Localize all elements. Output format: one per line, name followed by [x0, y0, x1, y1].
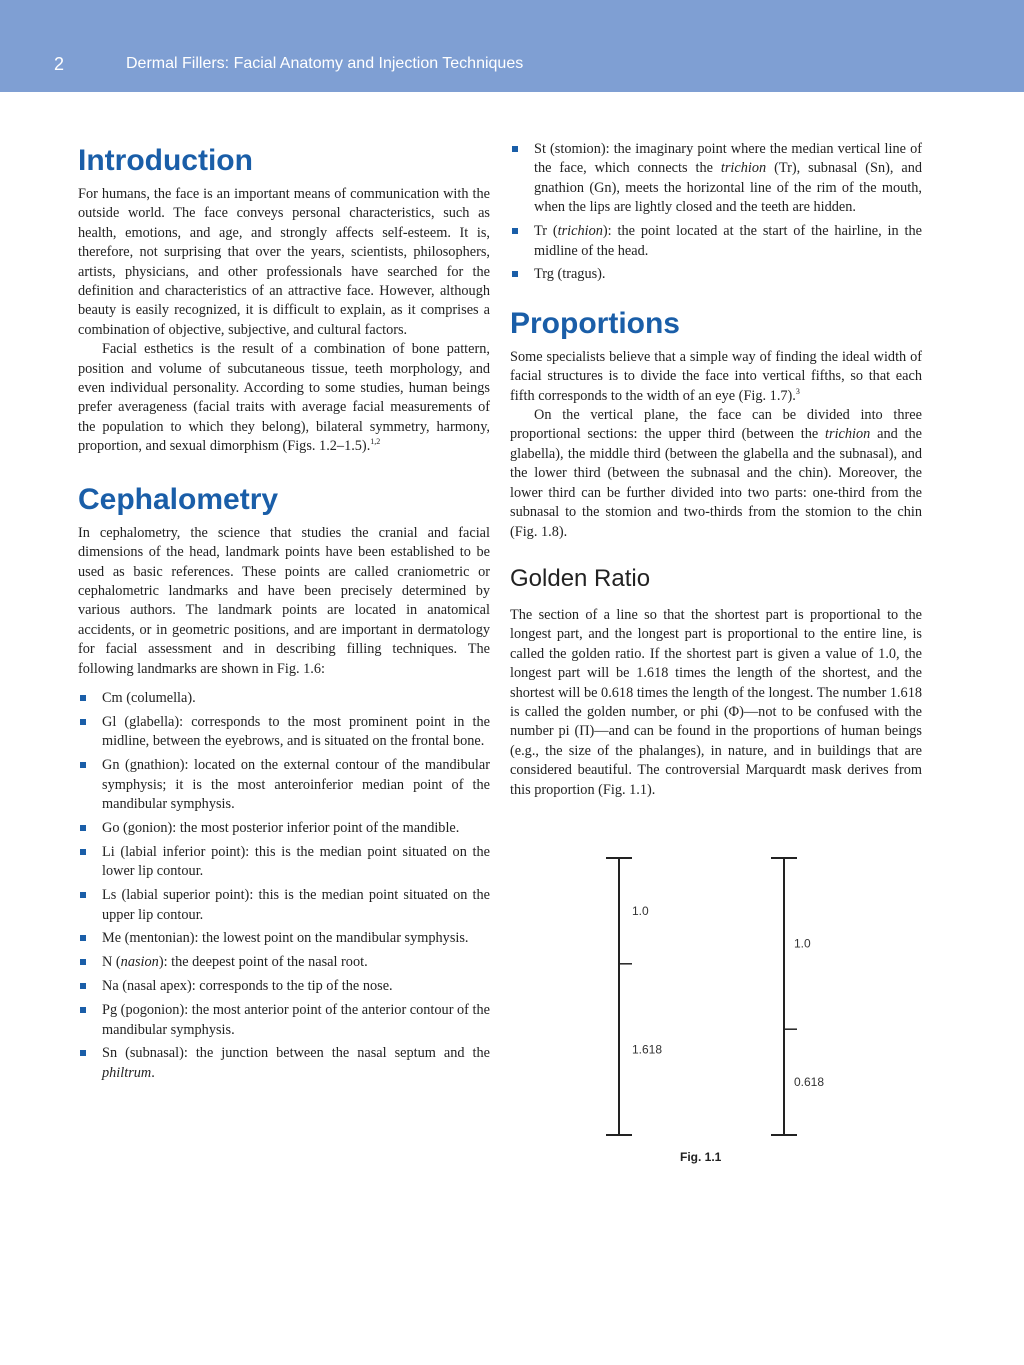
lower-segment-label: 0.618 — [794, 1075, 825, 1090]
landmark-item: Gl (glabella): corresponds to the most prominent point in the midline, between the eyebrows, and is situated on the frontal bone. — [78, 713, 490, 752]
bullet-square-icon — [80, 825, 86, 831]
upper-segment-label: 1.0 — [632, 903, 649, 918]
landmark-list-continued — [510, 140, 922, 285]
figure-caption: Fig. 1.1 — [680, 1150, 722, 1164]
landmark-item: Na (nasal apex): corresponds to the tip of the nose. — [78, 977, 490, 996]
bullet-square-icon — [512, 228, 518, 234]
bullet-square-icon — [512, 271, 518, 277]
landmark-item: St (stomion): the imaginary point where the median vertical line of the face, which connects the trichion (Tr), subnasal (Sn), and gnathion (Gn), meets the horizontal line of the rim of the mouth, when the lips are lightly closed and the teeth are hidden. — [510, 140, 922, 218]
landmark-item: Ls (labial superior point): this is the median point situated on the upper lip contour. — [78, 886, 490, 925]
left-column — [78, 140, 490, 1088]
bullet-square-icon — [80, 719, 86, 725]
bullet-square-icon — [80, 935, 86, 941]
bullet-square-icon — [80, 892, 86, 898]
right-column — [510, 140, 922, 800]
golden-ratio-figure — [560, 850, 860, 1150]
proportions-paragraph-1: Some specialists believe that a simple way of finding the ideal width of facial structures is to divide the face into vertical fifths, so that each fifth corresponds to the width of an eye (Fig. 1.7).$^3$ — [510, 348, 922, 404]
lower-segment-label: 1.618 — [632, 1042, 663, 1057]
bullet-square-icon — [80, 695, 86, 701]
proportions-paragraph-2: On the vertical plane, the face can be divided into three proportional sections: the upper third (between the trichion and the glabella), the middle third (between the glabella and the subnasal), and the lower third (between the subnasal and the chin). Moreover, the lower third can be further divided into two parts: one-third from the subnasal to the stomion and two-thirds from the stomion to the chin (Fig. 1.8). — [510, 407, 922, 540]
landmark-item: Li (labial inferior point): this is the median point situated on the lower lip contour. — [78, 843, 490, 882]
citation-ref: 3 — [795, 386, 800, 396]
bullet-square-icon — [80, 1050, 86, 1056]
landmark-item: Sn (subnasal): the junction between the nasal septum and the philtrum. — [78, 1044, 490, 1083]
bullet-square-icon — [512, 146, 518, 152]
running-title: Dermal Fillers: Facial Anatomy and Injection Techniques — [126, 55, 524, 72]
cephalometry-paragraph: In cephalometry, the science that studies the cranial and facial dimensions of the head, landmark points have been established to be used as basic references. These points are called craniometric or cephalometric landmarks and have been precisely determined by various authors. The landmark points are located in anatomical accidents, or in geometric positions, and are important in dermatology for facial assessment and in describing filling techniques. The following landmarks are shown in Fig. 1.6: — [78, 524, 490, 677]
citation-ref: 1,2 — [370, 437, 381, 447]
cephalometry-heading: Cephalometry — [78, 482, 279, 516]
landmark-list — [78, 689, 490, 1083]
introduction-paragraph-2: Facial esthetics is the result of a combination of bone pattern, position and volume of subcutaneous tissue, teeth morphology, and even individual personality. According to some studies, human beings prefer averageness (facial traits with average facial measurements of the population to which they belong), bilateral symmetry, harmony, proportion, and sexual dimorphism (Figs. 1.2–1.5).$^{1,2}$ — [78, 341, 490, 455]
landmark-item: Cm (columella). — [78, 689, 490, 708]
bullet-square-icon — [80, 1007, 86, 1013]
bullet-square-icon — [80, 983, 86, 989]
proportions-heading: Proportions — [510, 306, 680, 340]
header-bar — [0, 0, 1024, 92]
landmark-item: Me (mentonian): the lowest point on the mandibular symphysis. — [78, 929, 490, 948]
golden-ratio-heading: Golden Ratio — [510, 564, 651, 592]
landmark-item: N (nasion): the deepest point of the nasal root. — [78, 953, 490, 972]
landmark-item: Trg (tragus). — [510, 265, 922, 284]
bullet-square-icon — [80, 959, 86, 965]
landmark-item: Go (gonion): the most posterior inferior point of the mandible. — [78, 819, 490, 838]
bullet-square-icon — [80, 762, 86, 768]
upper-segment-label: 1.0 — [794, 936, 811, 951]
introduction-heading: Introduction — [78, 144, 253, 177]
introduction-paragraph-1: For humans, the face is an important means of communication with the outside world. The face conveys personal characteristics, such as health, emotions, and age, and strongly affects self-esteem. It is, therefore, not surprising that over the years, scientists, philosophers, artists, physicians, and other professionals have searched for the definition and characteristics of an attractive face. However, although beauty is easily recognized, it is difficult to explain, as it comprises a combination of objective, subjective, and cultural factors. — [78, 186, 490, 338]
landmark-item: Tr (trichion): the point located at the start of the hairline, in the midline of the head. — [510, 222, 922, 261]
bullet-square-icon — [80, 849, 86, 855]
landmark-item: Gn (gnathion): located on the external contour of the mandibular symphysis; it is the most anteroinferior median point of the mandibular symphysis. — [78, 756, 490, 814]
golden-ratio-paragraph: The section of a line so that the shortest part is proportional to the longest part, and the longest part is proportional to the entire line, is called the golden ratio. If the shortest part is given a value of 1.0, the longest part will be 1.618 times the length of the shortest, and the shortest will be 0.618 times the length of the longest. The number 1.618 is called the golden number, or phi (Φ)—not to be confused with the number pi (Π)—and can be found in the proportions of human beings (e.g., the size of the phalanges), in nature, and in buildings that are considered beautiful. The controversial Marquardt mask derives from this proportion (Fig. 1.1). — [510, 606, 922, 798]
page-number: 2 — [54, 54, 65, 74]
landmark-item: Pg (pogonion): the most anterior point of the anterior contour of the mandibular symphysis. — [78, 1001, 490, 1040]
